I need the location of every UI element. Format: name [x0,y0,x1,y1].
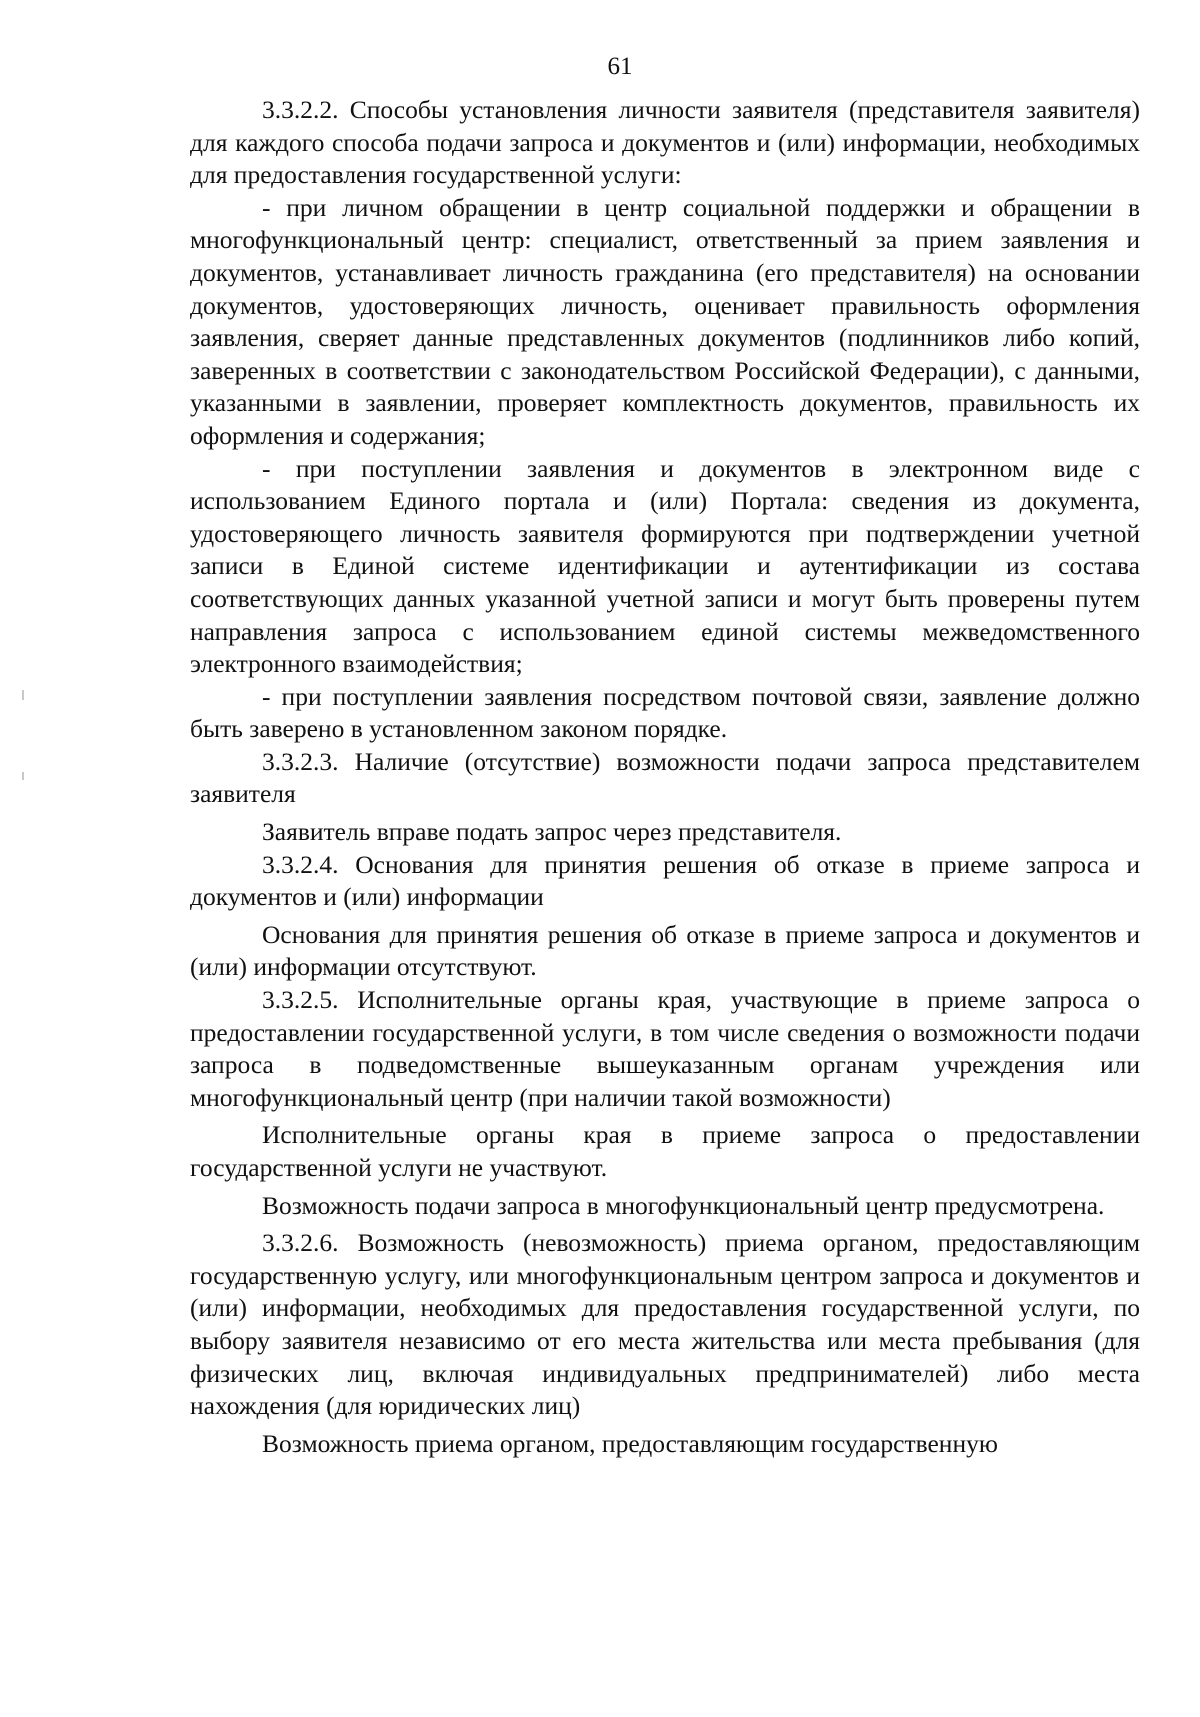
paragraph: 3.3.2.5. Исполнительные органы края, участвующие в приеме запроса о предоставлении государственной услуги, в том числе сведения о возможности подачи запроса в подведомственные вышеуказанным органам учреждения или многофункциональный центр (при наличии такой возможности) [190,985,1140,1112]
document-body [190,94,1140,1460]
paragraph: Возможность подачи запроса в многофункциональный центр предусмотрена. [262,1190,1105,1220]
paragraph: - при поступлении заявления и документов в электронном виде с использованием Единого портала и (или) Портала: сведения из документа, удостоверяющего личность заявителя формируются при подтверждении учетной записи в Единой системе идентификации и аутентификации из состава соответствующих данных указанной учетной записи и могут быть проверены путем направления запроса с использованием единой системы межведомственного электронного взаимодействия; [190,453,1140,679]
scan-artifact [22,772,24,780]
scan-artifact [22,690,24,700]
paragraph: 3.3.2.6. Возможность (невозможность) приема органом, предоставляющим государственную услугу, или многофункциональным центром запроса и документов и (или) информации, необходимых для предоставления государственной услуги, по выбору заявителя независимо от его места жительства или места пребывания (для физических лиц, включая индивидуальных предпринимателей) либо места нахождения (для юридических лиц) [190,1228,1140,1421]
paragraph: Возможность приема органом, предоставляющим государственную [262,1428,998,1458]
paragraph: 3.3.2.2. Способы установления личности заявителя (представителя заявителя) для каждого способа подачи запроса и документов и (или) информации, необходимых для предоставления государственной услуги: [190,95,1140,190]
paragraph: - при поступлении заявления посредством почтовой связи, заявление должно быть заверено в установленном законом порядке. [190,681,1140,744]
page-number: 61 [607,53,633,80]
paragraph: 3.3.2.3. Наличие (отсутствие) возможности подачи запроса представителем заявителя [190,746,1140,809]
paragraph: Исполнительные органы края в приеме запроса о предоставлении государственной услуги не участвуют. [190,1120,1140,1182]
paragraph: - при личном обращении в центр социальной поддержки и обращении в многофункциональный центр: специалист, ответственный за прием заявления и документов, устанавливает личность гражданина (его представителя) на основании документов, удостоверяющих личность, оценивает правильность оформления заявления, сверяет данные представленных документов (подлинников либо копий, заверенных в соответствии с законодательством Российской Федерации), с данными, указанными в заявлении, проверяет комплектность документов, правильность их оформления и содержания; [190,192,1140,450]
paragraph: Заявитель вправе подать запрос через представителя. [262,817,842,847]
paragraph: 3.3.2.4. Основания для принятия решения об отказе в приеме запроса и документов и (или) информации [190,849,1140,912]
paragraph: Основания для принятия решения об отказе в приеме запроса и документов и (или) информации отсутствуют. [190,919,1140,982]
